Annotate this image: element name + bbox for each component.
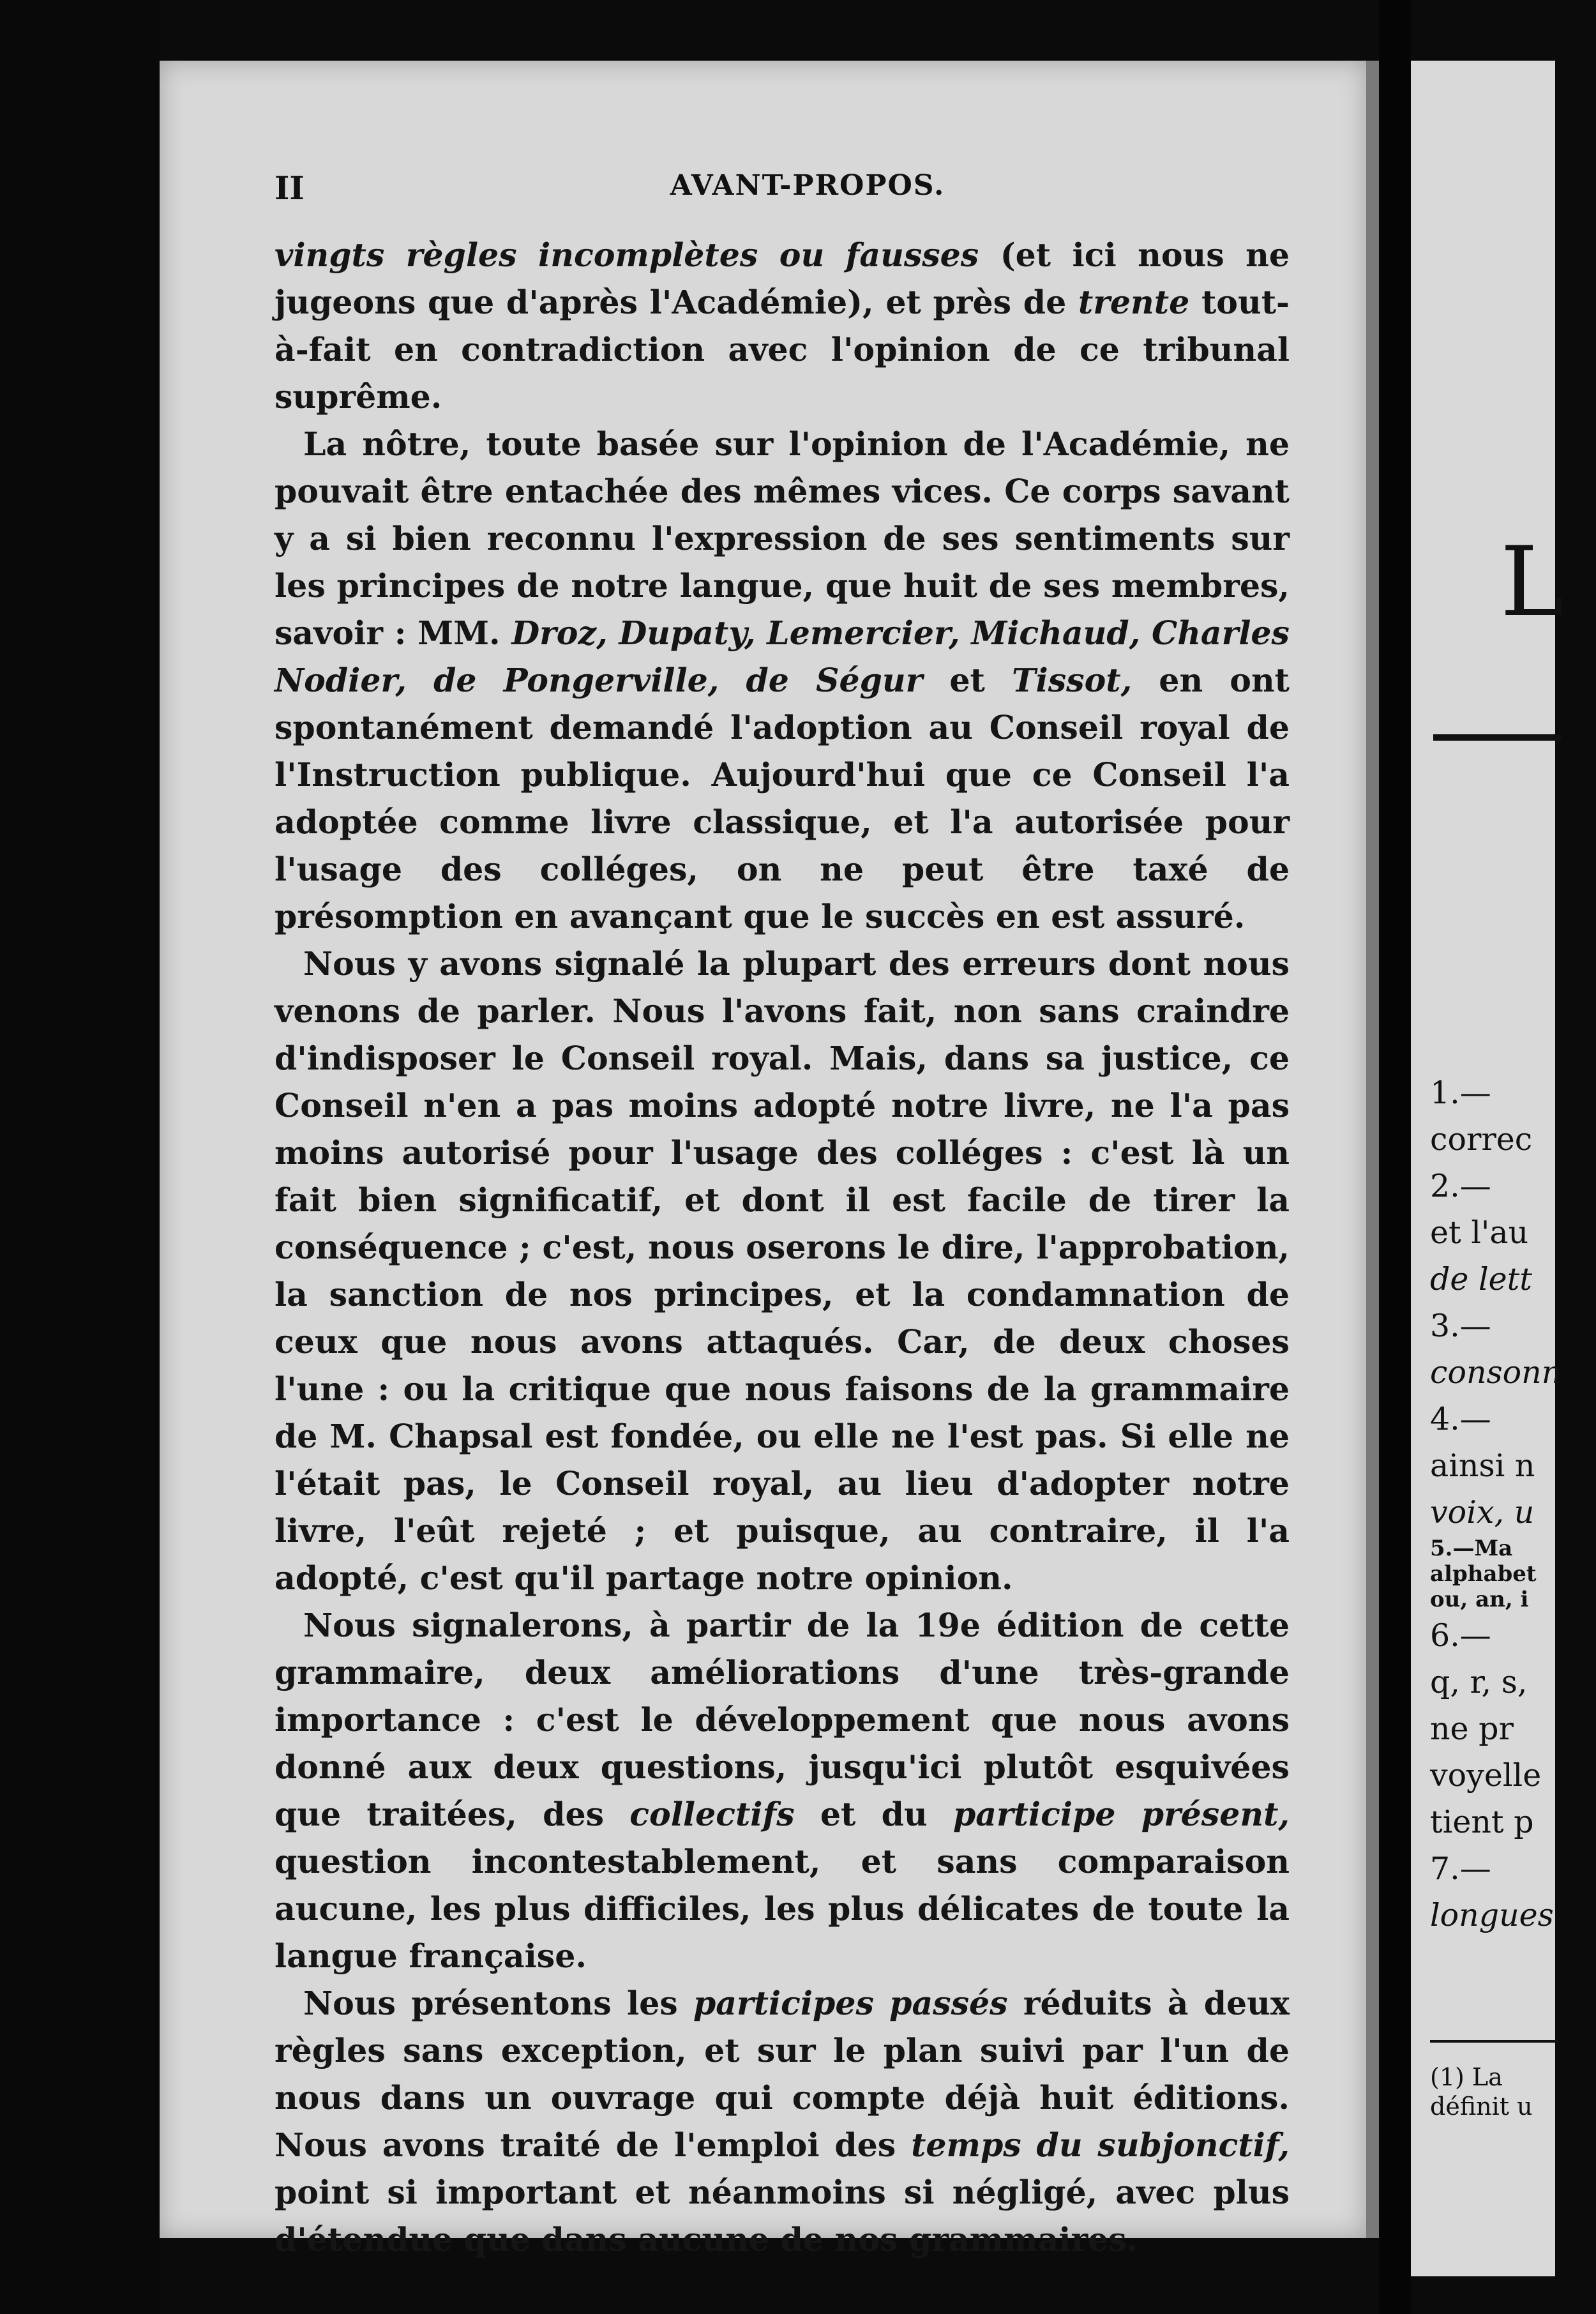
body-text — [275, 232, 1290, 2264]
facing-page-line: 7.— — [1430, 1850, 1491, 1887]
italic-text: participes passés — [693, 1985, 1008, 2022]
text-run: et — [922, 662, 1012, 699]
italic-text: trente — [1078, 284, 1190, 321]
text-run: Nous y avons signalé la plupart des erreurs dont nous venons de parler. Nous l'avons fait, non sans craindre d'indisposer le Conseil royal. Mais, dans sa justice, ce Conseil n'en a pas moins adopté notre livre, ne l'a pas moins autorisé pour l'usage des colléges : c'est là un fait bien significatif, et dont il est facile de tirer la conséquence ; c'est, nous oserons le dire, l'approbation, la sanction de nos principes, et la condamnation de ceux que nous avons attaqués. Car, de deux choses l'une : ou la critique que nous faisons de la grammaire de M. Chapsal est fondée, ou elle ne l'est pas. Si elle ne l'était pas, le Conseil royal, au lieu d'adopter notre livre, l'eût rejeté ; et puisque, au contraire, il l'a adopté, c'est qu'il partage notre opinion. — [275, 945, 1290, 1597]
italic-text: collectifs — [629, 1796, 795, 1833]
facing-page-line: ainsi n — [1430, 1448, 1535, 1484]
paragraph — [275, 941, 1290, 1602]
scan-frame-left — [0, 0, 160, 2314]
facing-page-footnote — [1430, 2062, 1533, 2121]
facing-page-line: ou, an, i — [1430, 1587, 1529, 1612]
facing-page-initial: L — [1500, 527, 1564, 638]
facing-page-rule — [1433, 734, 1561, 741]
italic-text: Droz, Dupaty, Lemercier, Michaud, Charles Nodier, de Pongerville, de Ségur — [275, 614, 1290, 699]
facing-page-line: longues — [1430, 1897, 1554, 1933]
page-header — [275, 169, 1264, 220]
facing-page — [1411, 61, 1564, 2276]
text-run: Nous présentons les — [303, 1985, 693, 2022]
facing-page-text — [1430, 1070, 1596, 1939]
text-run: en ont spontanément demandé l'adoption au Conseil royal de l'Instruction publique. Aujourd'hui que ce Conseil l'a adoptée comme livre classique, et l'a autorisée pour l'usage des colléges, on ne peut être taxé de présomption en avançant que le succès en est assuré. — [275, 662, 1290, 935]
text-run: Nous signalerons, à partir de la 19e édition de cette grammaire, deux améliorations d'une très-grande importance : c'est le développement que nous avons donné aux deux questions, jusqu'ici plutôt esquivées que traitées, des — [275, 1607, 1290, 1833]
paragraph — [275, 232, 1290, 421]
facing-page-line: 6.— — [1430, 1617, 1491, 1654]
page-number: II — [275, 169, 305, 207]
paragraph — [275, 421, 1290, 941]
text-run: réduits à deux règles sans exception, et sur le plan suivi par l'un de nous dans un ouvrage qui compte déjà huit éditions. Nous avons traité de l'emploi des — [275, 1985, 1290, 2164]
text-run: (et ici nous ne jugeons que d'après l'Académie), et près de — [275, 236, 1290, 321]
footnote-rule — [1430, 2040, 1558, 2043]
text-run: et du — [794, 1796, 953, 1833]
text-run: La nôtre, toute basée sur l'opinion de l'Académie, ne pouvait être entachée des mêmes vices. Ce corps savant y a si bien reconnu l'expression de ses sentiments sur les principes de notre langue, que huit de ses membres, savoir : MM. — [275, 425, 1290, 652]
facing-page-line: correc — [1430, 1121, 1533, 1158]
facing-page-line: voix, u — [1430, 1494, 1535, 1531]
italic-text: Tissot, — [1011, 662, 1133, 699]
facing-page-line: tient p — [1430, 1804, 1534, 1840]
text-run: question incontestablement, et sans comparaison aucune, les plus difficiles, les plus délicates de toute la langue française. — [275, 1843, 1290, 1975]
text-run: tout-à-fait en contradiction avec l'opinion de ce tribunal suprême. — [275, 284, 1290, 416]
book-gutter — [1379, 0, 1411, 2314]
paragraph — [275, 1602, 1290, 1980]
facing-page-line: consonn — [1430, 1354, 1562, 1391]
facing-page-line: 4.— — [1430, 1401, 1491, 1437]
italic-text: temps du subjonctif, — [911, 2126, 1290, 2164]
italic-text: participe présent, — [952, 1796, 1290, 1833]
facing-page-line: q, r, s, — [1430, 1664, 1528, 1700]
text-run: point si important et néanmoins si négligé, avec plus d'étendue que dans aucune de nos grammaires. — [275, 2174, 1290, 2258]
facing-page-line: alphabet — [1430, 1561, 1537, 1587]
page-edge — [1366, 61, 1379, 2238]
facing-page-line: 1.— — [1430, 1075, 1491, 1111]
facing-page-line: 2.— — [1430, 1168, 1491, 1204]
facing-page-line: ne pr — [1430, 1711, 1514, 1747]
facing-page-line: de lett — [1430, 1261, 1532, 1297]
facing-page-line: 5.—Ma — [1430, 1536, 1513, 1561]
running-title: AVANT-PROPOS. — [670, 169, 945, 202]
facing-page-line: et l'au — [1430, 1214, 1529, 1251]
facing-page-line: voyelle — [1430, 1757, 1542, 1794]
footnote-line: (1) La — [1430, 2063, 1503, 2091]
facing-page-line: 3.— — [1430, 1308, 1491, 1344]
italic-text: vingts règles incomplètes ou fausses — [275, 236, 979, 274]
paragraph — [275, 1980, 1290, 2264]
book-page — [160, 61, 1366, 2258]
footnote-line: définit u — [1430, 2092, 1533, 2121]
